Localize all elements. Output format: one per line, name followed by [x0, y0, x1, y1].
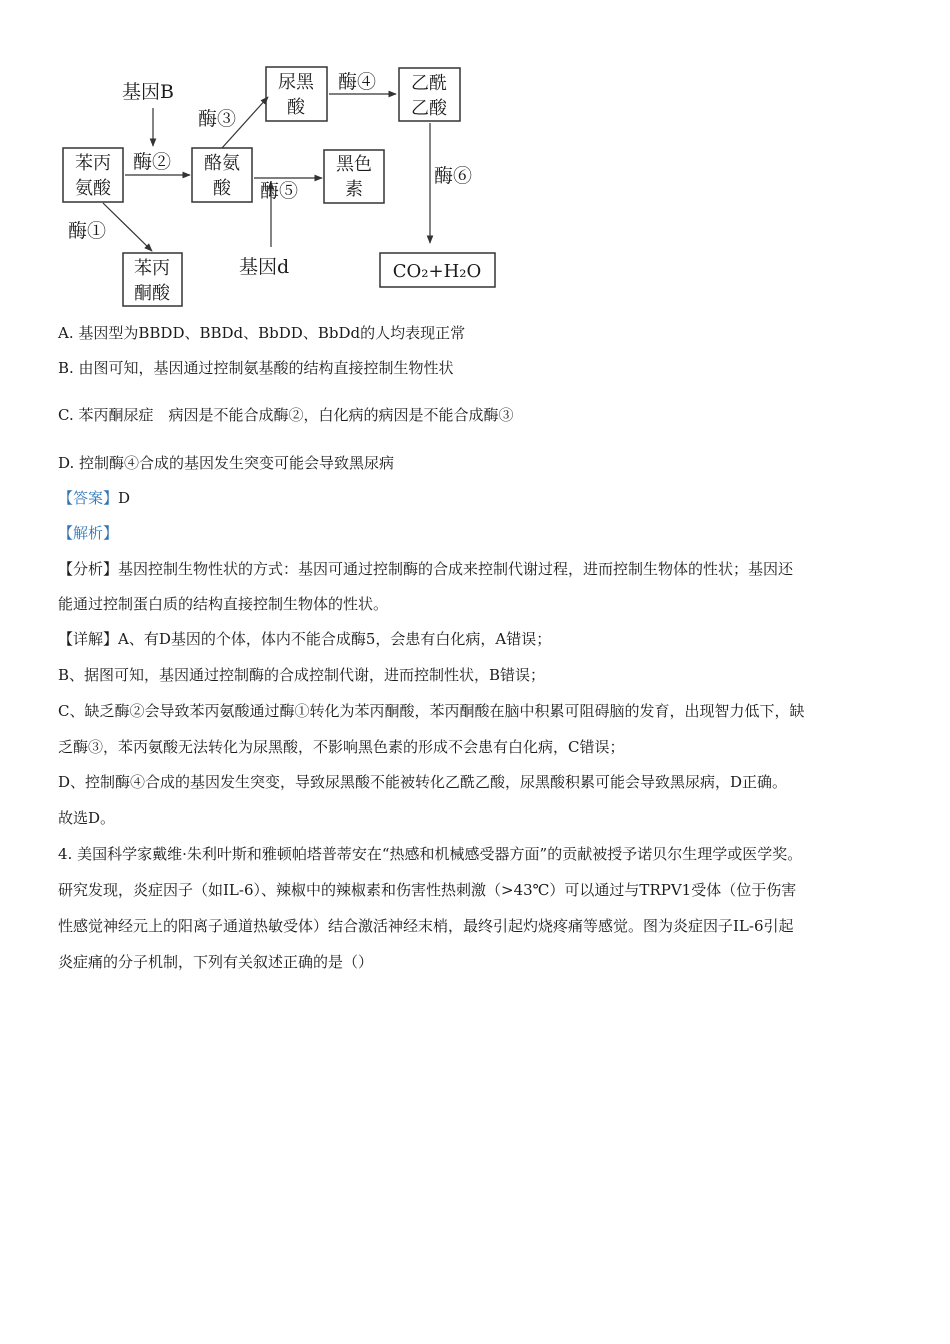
- detail-b: B、据图可知，基因通过控制酶的合成控制代谢，进而控制性状，B错误；: [58, 666, 546, 684]
- answer-value: D: [118, 489, 131, 507]
- label-enzyme-1: 酶①: [68, 220, 107, 242]
- svg-text:素: 素: [345, 179, 363, 200]
- svg-text:CO₂+H₂O: CO₂+H₂O: [392, 261, 482, 282]
- svg-text:黑色: 黑色: [336, 154, 372, 175]
- analysis-label: 【解析】: [58, 524, 119, 542]
- svg-text:乙酸: 乙酸: [411, 98, 447, 119]
- fenxi-line-1: 【分析】基因控制生物性状的方式：基因可通过控制酶的合成来控制代谢过程，进而控制生物体的性状；基因还: [58, 560, 794, 578]
- detail-c-1: C、缺乏酶②会导致苯丙氨酸通过酶①转化为苯丙酮酸，苯丙酮酸在脑中积累可阻碍脑的发育，出现智力低下，缺: [58, 702, 805, 720]
- svg-text:乙酰: 乙酰: [411, 73, 447, 94]
- box-co2-h2o: [380, 253, 495, 287]
- box-acetoacetic-acid: [399, 68, 460, 121]
- svg-text:酸: 酸: [213, 178, 231, 199]
- label-enzyme-5: 酶⑤: [260, 180, 299, 202]
- svg-text:尿黑: 尿黑: [278, 72, 314, 93]
- arrow-phe-to-ppa: [103, 203, 152, 251]
- svg-text:酸: 酸: [287, 97, 305, 118]
- fenxi-label: 【分析】: [58, 560, 119, 578]
- answer-label: 【答案】: [58, 489, 119, 507]
- box-homogentisic-acid: [266, 67, 327, 121]
- label-gene-b: 基因B: [122, 81, 174, 103]
- metabolic-pathway-diagram: [55, 55, 515, 315]
- label-enzyme-2: 酶②: [133, 151, 172, 173]
- detail-c-2: 乏酶③，苯丙氨酸无法转化为尿黑酸，不影响黑色素的形成不会患有白化病，C错误；: [58, 738, 625, 756]
- option-a: A. 基因型为BBDD、BBDd、BbDD、BbDd的人均表现正常: [58, 324, 466, 342]
- option-d: D. 控制酶④合成的基因发生突变可能会导致黑尿病: [58, 454, 395, 472]
- box-tyrosine: [192, 148, 252, 202]
- question-4-line-2: 研究发现，炎症因子（如IL-6）、辣椒中的辣椒素和伤害性热刺激（>43℃）可以通过与TRPV1受体（位于伤害: [58, 881, 797, 899]
- label-gene-d: 基因d: [239, 256, 290, 278]
- detail-label: 【详解】: [58, 630, 119, 648]
- detail-d: D、控制酶④合成的基因发生突变，导致尿黑酸不能被转化乙酰乙酸，尿黑酸积累可能会导致黑尿病，D正确。: [58, 773, 788, 791]
- svg-text:酮酸: 酮酸: [134, 283, 170, 304]
- label-enzyme-4: 酶④: [338, 71, 377, 93]
- svg-text:苯丙: 苯丙: [134, 258, 170, 279]
- svg-text:苯丙: 苯丙: [75, 153, 111, 174]
- box-phenylalanine: [63, 148, 123, 202]
- option-b: B. 由图可知，基因通过控制氨基酸的结构直接控制生物性状: [58, 359, 454, 377]
- svg-text:氨酸: 氨酸: [75, 178, 111, 199]
- fenxi-line-2: 能通过控制蛋白质的结构直接控制生物体的性状。: [58, 595, 389, 613]
- box-melanin: [324, 150, 384, 203]
- svg-text:酪氨: 酪氨: [204, 153, 240, 174]
- option-c: C. 苯丙酮尿症 病因是不能合成酶②，白化病的病因是不能合成酶③: [58, 406, 514, 424]
- question-4-line-1: 4. 美国科学家戴维·朱利叶斯和雅顿帕塔普蒂安在“热感和机械感受器方面”的贡献被授予诺贝尔生理学或医学奖。: [58, 845, 803, 863]
- label-enzyme-6: 酶⑥: [434, 165, 473, 187]
- question-4-line-3: 性感觉神经元上的阳离子通道热敏受体）结合激活神经末梢，最终引起灼烧疼痛等感觉。图为炎症因子IL-6引起: [58, 917, 794, 935]
- conclusion: 故选D。: [58, 809, 116, 827]
- box-phenylpyruvic-acid: [123, 253, 182, 306]
- answer-line: [58, 488, 130, 508]
- label-enzyme-3: 酶③: [198, 108, 237, 130]
- detail-a: 【详解】A、有D基因的个体，体内不能合成酶5，会患有白化病，A错误；: [58, 630, 552, 648]
- question-4-line-4: 炎症痛的分子机制，下列有关叙述正确的是（）: [58, 953, 374, 971]
